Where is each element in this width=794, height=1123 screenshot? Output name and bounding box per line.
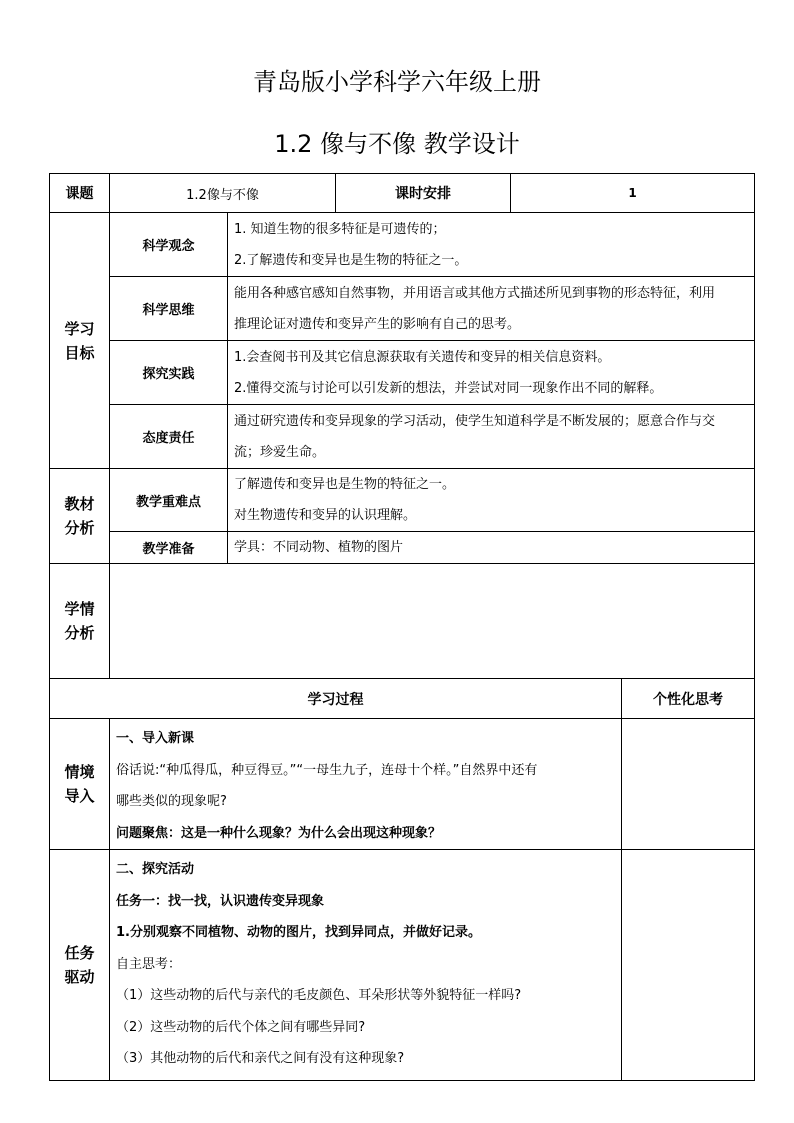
situation-heading: 一、导入新课 bbox=[116, 731, 195, 746]
goal-label: 态度责任 bbox=[110, 405, 228, 469]
situation-content bbox=[110, 719, 622, 850]
goal-row bbox=[50, 341, 755, 405]
schedule-label: 课时安排 bbox=[336, 174, 511, 213]
task-content bbox=[110, 850, 622, 1081]
goal-content: 能用各种感官感知自然事物，并用语言或其他方式描述所见到事物的形态特征，利用 推理论证对遗传和变异产生的影响有自己的思考。 bbox=[228, 277, 755, 341]
task-label: 任务 驱动 bbox=[50, 850, 110, 1081]
task-row bbox=[50, 850, 755, 1081]
situation-personal bbox=[622, 719, 755, 850]
task-personal bbox=[622, 850, 755, 1081]
lesson-plan-table bbox=[49, 173, 755, 1081]
task-question: （2）这些动物的后代个体之间有哪些异同? bbox=[116, 1019, 366, 1035]
situation-line: 哪些类似的现象呢? bbox=[116, 794, 227, 809]
goal-row bbox=[50, 277, 755, 341]
process-header-row bbox=[50, 679, 755, 719]
situation-line: 俗话说:“种瓜得瓜，种豆得豆。”“一母生九子，连母十个样。”自然界中还有 bbox=[116, 762, 538, 778]
document-title: 青岛版小学科学六年级上册 bbox=[253, 68, 541, 96]
task-title: 任务一：找一找，认识遗传变异现象 bbox=[116, 893, 325, 909]
task-heading: 二、探究活动 bbox=[116, 862, 195, 877]
goal-row bbox=[50, 405, 755, 469]
situation-row bbox=[50, 719, 755, 850]
key-points-content: 了解遗传和变异也是生物的特征之一。 对生物遗传和变异的认识理解。 bbox=[228, 469, 755, 532]
process-header: 学习过程 bbox=[50, 679, 622, 719]
goal-content: 1. 知道生物的很多特征是可遗传的； 2.了解遗传和变异也是生物的特征之一。 bbox=[228, 213, 755, 277]
learner-label: 学情 分析 bbox=[50, 564, 110, 679]
situation-label: 情境 导入 bbox=[50, 719, 110, 850]
material-label: 教材 分析 bbox=[50, 469, 110, 564]
schedule-value: 1 bbox=[511, 174, 755, 213]
goal-content: 通过研究遗传和变异现象的学习活动，使学生知道科学是不断发展的；愿意合作与交 流；珍爱生命。 bbox=[228, 405, 755, 469]
goal-content: 1.会查阅书刊及其它信息源获取有关遗传和变异的相关信息资料。 2.懂得交流与讨论可以引发新的想法，并尝试对同一现象作出不同的解释。 bbox=[228, 341, 755, 405]
personal-header: 个性化思考 bbox=[622, 679, 755, 719]
goal-row bbox=[50, 213, 755, 277]
task-step: 1.分别观察不同植物、动物的图片，找到异同点，并做好记录。 bbox=[116, 925, 481, 940]
material-prep-row bbox=[50, 532, 755, 564]
document-subtitle: 1.2 像与不像 教学设计 bbox=[274, 130, 520, 158]
prep-label: 教学准备 bbox=[110, 532, 228, 564]
topic-row bbox=[50, 174, 755, 213]
task-question: （1）这些动物的后代与亲代的毛皮颜色、耳朵形状等外貌特征一样吗? bbox=[116, 988, 522, 1003]
goal-label: 探究实践 bbox=[110, 341, 228, 405]
topic-value: 1.2像与不像 bbox=[110, 174, 336, 213]
goal-label: 科学观念 bbox=[110, 213, 228, 277]
situation-focus: 问题聚焦：这是一种什么现象？为什么会出现这种现象？ bbox=[116, 825, 442, 841]
key-points-label: 教学重难点 bbox=[110, 469, 228, 532]
goal-label: 科学思维 bbox=[110, 277, 228, 341]
learner-row bbox=[50, 564, 755, 679]
task-question: （3）其他动物的后代和亲代之间有没有这种现象? bbox=[116, 1051, 405, 1066]
learner-content bbox=[110, 564, 755, 679]
material-key-row bbox=[50, 469, 755, 532]
goals-label: 学习 目标 bbox=[50, 213, 110, 469]
prep-content: 学具：不同动物、植物的图片 bbox=[228, 532, 755, 564]
task-think: 自主思考： bbox=[116, 956, 182, 972]
topic-label: 课题 bbox=[50, 174, 110, 213]
